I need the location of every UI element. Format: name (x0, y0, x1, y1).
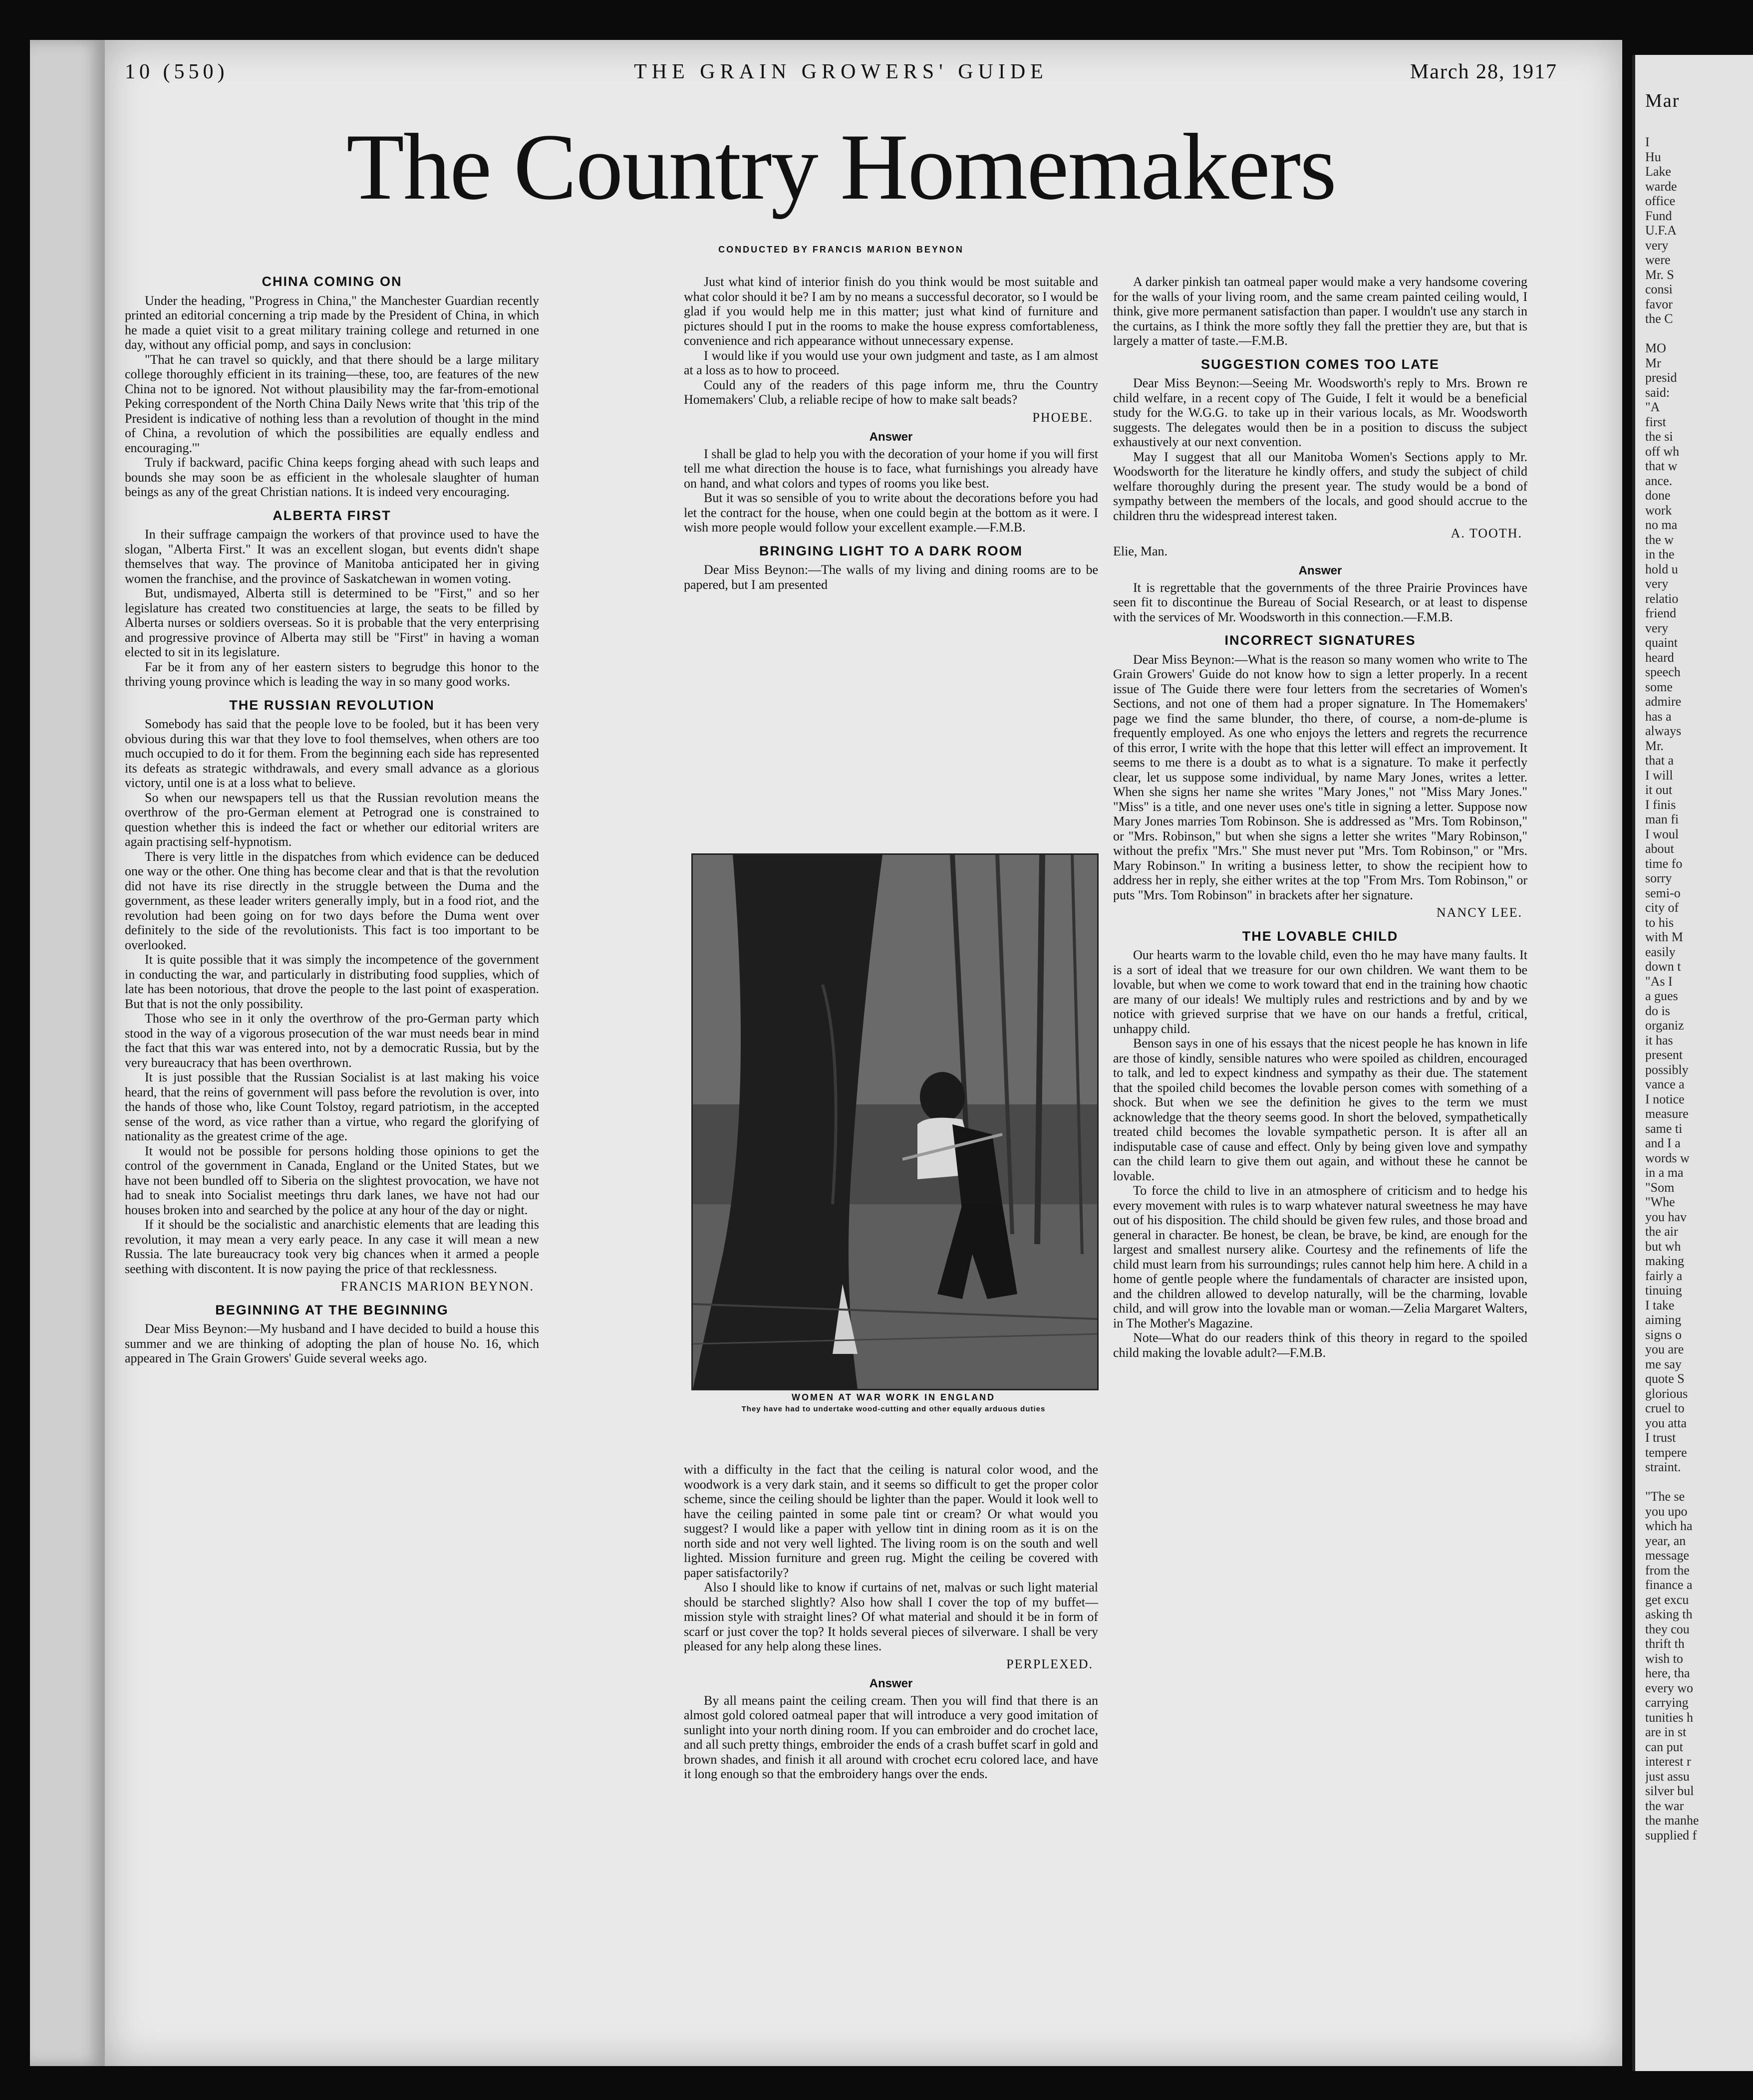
adjacent-page-line: year, an (1645, 1533, 1686, 1548)
adjacent-page-line: heard (1645, 650, 1674, 665)
adjacent-page-line: cruel to (1645, 1401, 1685, 1415)
adjacent-page-line: which ha (1645, 1519, 1693, 1533)
adjacent-page-line: admire (1645, 694, 1682, 709)
adjacent-page-line: supplied f (1645, 1828, 1697, 1842)
paragraph: Note—What do our readers think of this theory in regard to the spoiled child making the lovable adult?—F.M.B. (1113, 1330, 1527, 1360)
adjacent-page-line: relatio (1645, 591, 1679, 606)
adjacent-page-line: glorious (1645, 1386, 1688, 1401)
adjacent-page-line: friend (1645, 606, 1677, 620)
adjacent-page (1632, 55, 1753, 2071)
paragraph: Dear Miss Beynon:—Seeing Mr. Woodsworth's reply to Mrs. Brown re child welfare, in a recent copy of The Guide, I felt it would be a beneficial study for the W.G.G. to take up in their various locals, as Mr. Woodsworth suggests. The delegates would then be in a position to discuss the subject exhaustively at our next convention. (1113, 376, 1527, 449)
paragraph: Those who see in it only the overthrow of the pro-German party which stood in the way of a vigorous prosecution of the war must needs bear in mind the fact that this war was entered into, not by a democratic Russia, but by the very bureaucracy that has been overthrown. (125, 1011, 539, 1070)
adjacent-page-line: very (1645, 238, 1669, 253)
adjacent-page-line: can put (1645, 1739, 1683, 1754)
paragraph: Dear Miss Beynon:—The walls of my living and dining rooms are to be papered, but I am presented (684, 562, 1098, 592)
adjacent-page-line: silver bul (1645, 1784, 1694, 1798)
publication-name: THE GRAIN GROWERS' GUIDE (634, 60, 1048, 83)
adjacent-page-line: I (1645, 135, 1650, 149)
article-title-beginning: BEGINNING AT THE BEGINNING (215, 1302, 449, 1317)
paragraph: Just what kind of interior finish do you think would be most suitable and what color should it be? I am by no means a successful decorator, so I would be glad if you would help me in this matter; just what kind of furniture and pictures should I put in the rooms to make the house express comfortableness, convenience and rich appearance without unnecessary expense. (684, 274, 1099, 348)
page-header (125, 60, 1557, 100)
adjacent-page-line: I finis (1645, 797, 1676, 812)
adjacent-page-line: the war (1645, 1798, 1684, 1813)
paragraph: Dear Miss Beynon:—My husband and I have decided to build a house this summer and we are thinking of adopting the plan of house No. 16, which appeared in The Grain Growers' Guide several weeks ago. (125, 1321, 539, 1365)
adjacent-page-line: quote S (1645, 1371, 1685, 1386)
paragraph: Also I should like to know if curtains of net, malvas or such light material should be starched slightly? Also how shall I cover the top of my buffet—mission style with straight lines? Of what material and should it be in form of scarf or just cover the top? It holds several pieces of silverware. I shall be very pleased for any help along these lines. (684, 1580, 1098, 1653)
adjacent-page-line: measure (1645, 1106, 1689, 1121)
paragraph: By all means paint the ceiling cream. Then you will find that there is an almost gold colored oatmeal paper that will introduce a very good imitation of sunlight into your north dining room. If you can embroider and do crochet lace, and all such pretty things, embroider the ends of a crash buffet scarf in gold and brown shades, and finish it all around with crochet ecru colored lace, and have it long enough so that the embroidery hangs over the ends. (684, 1693, 1098, 1781)
paragraph: In their suffrage campaign the workers of that province used to have the slogan, "Alberta First." It was an excellent slogan, but events didn't shape themselves that way. The province of Manitoba anticipated her in giving women the franchise, and the province of Saskatchewan in women voting. (125, 527, 539, 586)
adjacent-page-line: that w (1645, 459, 1678, 473)
adjacent-page-line: ance. (1645, 473, 1673, 488)
page-title: The Country Homemakers (346, 115, 1336, 220)
adjacent-page-line: aiming (1645, 1312, 1682, 1327)
adjacent-page-line: finance a (1645, 1577, 1693, 1592)
adjacent-page-line: I trust (1645, 1430, 1676, 1445)
adjacent-page-line: quaint (1645, 635, 1678, 650)
adjacent-page-line: in the (1645, 547, 1675, 561)
adjacent-page-line: Fund (1645, 208, 1672, 223)
adjacent-page-line: were (1645, 253, 1671, 267)
adjacent-page-line: get excu (1645, 1592, 1689, 1607)
adjacent-page-line: Hu (1645, 149, 1661, 164)
adjacent-page-line: that a (1645, 753, 1674, 768)
adjacent-page-line: favor (1645, 296, 1673, 311)
adjacent-page-line: words w (1645, 1150, 1690, 1165)
adjacent-page-line: I notice (1645, 1091, 1685, 1106)
issue-date: March 28, 1917 (1410, 60, 1557, 83)
adjacent-page-line: Lake (1645, 164, 1671, 179)
adjacent-page-line: MO (1645, 341, 1666, 355)
caption-subtitle: They have had to undertake wood-cutting and other equally arduous duties (741, 1405, 1046, 1413)
adjacent-page-line: "The se (1645, 1489, 1685, 1504)
adjacent-page-line: "Som (1645, 1180, 1675, 1195)
adjacent-page-line: hold u (1645, 561, 1678, 576)
article-title-lovable: THE LOVABLE CHILD (1242, 928, 1399, 944)
adjacent-page-line: they cou (1645, 1621, 1690, 1636)
article-title-suggestion: SUGGESTION COMES TOO LATE (1200, 356, 1440, 372)
page-number: 10 (550) (125, 60, 229, 83)
adjacent-page-line: I woul (1645, 826, 1679, 841)
paragraph: It is quite possible that it was simply the incompetence of the government in conducting the war, and particularly in distributing food supplies, which of late has been notorious, that drove the people to the last point of exasperation. But that is not the only possibility. (125, 952, 539, 1011)
adjacent-page-line: interest r (1645, 1754, 1691, 1769)
adjacent-page-line: work (1645, 503, 1672, 518)
adjacent-page-line: organiz (1645, 1018, 1684, 1033)
adjacent-page-line: tinuing (1645, 1283, 1682, 1298)
place-line: Elie, Man. (1113, 543, 1168, 558)
paragraph: Dear Miss Beynon:—What is the reason so many women who write to The Grain Growers' Guide do not know how to sign a letter properly. In a recent issue of The Guide there were four letters from the secretaries of Women's Sections, and not one of them had a proper signature. In The Homemakers' page we find the same blunder, tho there, of course, a nom-de-plume is frequently employed. As one who enjoys the letters and regrets the recurrence of this error, I write with the hope that this letter will effect an improvement. It seems to me there is a doubt as to what is a signature. To make it perfectly clear, let us suppose some individual, by name Mary Jones, writes a letter. When she signs her name she writes "Mary Jones," not "Miss Mary Jones." "Miss" is a title, and one never uses one's title in signing a letter. Suppose now Mary Jones marries Tom Robinson. She is addressed as "Mrs. Tom Robinson," or "Mrs. Robinson," but when she signs a letter she writes "Mary Robinson," without the prefix "Mrs." She must never put "Mrs. Tom Robinson," or "Mrs. Mary Robinson." In writing a business letter, to show the recipient how to address her in reply, she either writes at the top "From Mrs. Tom Robinson," or puts "Mrs. Tom Robinson" in brackets after her signature. (1113, 652, 1527, 902)
adjacent-page-line: here, tha (1645, 1666, 1690, 1680)
adjacent-page-line: fairly a (1645, 1268, 1683, 1283)
signature: FRANCIS MARION BEYNON. (340, 1279, 534, 1294)
adjacent-page-line (1645, 326, 1753, 341)
adjacent-page-line: office (1645, 194, 1676, 208)
adjacent-page-line: a gues (1645, 989, 1678, 1003)
adjacent-page-line: time fo (1645, 856, 1683, 871)
paragraph: May I suggest that all our Manitoba Women's Sections apply to Mr. Woodsworth for the literature he kindly offers, and study the subject of child welfare thoroughly during the present year. The study would be a bond of sympathy between the members of the locals, and good should accrue to the children thru the widespread interest taken. (1113, 449, 1527, 523)
column-3 (1113, 274, 1527, 2036)
paragraph: I would like if you would use your own judgment and taste, as I am almost at a loss as to how to proceed. (684, 348, 1098, 377)
adjacent-page-line: to his (1645, 915, 1674, 930)
adjacent-page-line: are in st (1645, 1725, 1687, 1739)
adjacent-page-line: "As I (1645, 974, 1673, 989)
adjacent-page-line: message (1645, 1548, 1690, 1563)
adjacent-page-line: about (1645, 841, 1674, 856)
paragraph: I shall be glad to help you with the decoration of your home if you will first tell me what direction the house is to face, what furnishings you already have on hand, and what colors and types of rooms you like best. (684, 446, 1098, 491)
signature: PERPLEXED. (1006, 1656, 1093, 1671)
adjacent-page-line: you are (1645, 1342, 1684, 1356)
adjacent-page-line: vance a (1645, 1077, 1685, 1091)
paragraph: Truly if backward, pacific China keeps forging ahead with such leaps and bounds she may soon be as efficient in the wholesale slaughter of human beings as any of the great Christian nations. It is indeed very encouraging. (125, 455, 539, 499)
adjacent-page-header: Mar (1645, 90, 1680, 111)
adjacent-page-line: semi-o (1645, 885, 1681, 900)
adjacent-page-line: from the (1645, 1563, 1690, 1577)
article-title-russian: THE RUSSIAN REVOLUTION (229, 697, 435, 713)
adjacent-page-line: do is (1645, 1003, 1670, 1018)
paragraph: But it was so sensible of you to write about the decorations before you had let the contract for the house, when one could begin at the bottom as it were. I wish more people would follow your excellent example.—F.M.B. (684, 491, 1098, 534)
paragraph: If it should be the socialistic and anarchistic elements that are leading this revolution, it may mean a very early peace. In any case it will mean a new Russia. The late bureaucracy took very big chances when it armed a people seething with discontent. It is now paying the price of that recklessness. (125, 1217, 539, 1276)
adjacent-page-line: it out (1645, 783, 1673, 797)
adjacent-page-line: some (1645, 679, 1673, 694)
adjacent-page-line: you hav (1645, 1209, 1687, 1224)
adjacent-page-line: speech (1645, 665, 1681, 679)
paragraph: Somebody has said that the people love to be fooled, but it has been very obvious during this war that they love to fool themselves, when others are too much occupied to do it for them. From the beginning each side has represented its defeats as strategic withdrawals, and every small advance as a glorious victory, until one is at a loss what to believe. (125, 717, 539, 790)
adjacent-page-line: just assu (1645, 1769, 1690, 1784)
paragraph: But, undismayed, Alberta still is determined to be "First," and so her legislature has created two constituencies at large, the seats to be filled by Alberta nurses or soldiers overseas. So it is probable that the very enterprising and progressive province of Alberta may still be "First" in having a woman elected to sit in its legislature. (125, 586, 539, 659)
paragraph: "That he can travel so quickly, and that there should be a large military college thoroughly efficient in its training—these, too, are features of the new China not to be ignored. Not without plausibility may the far-from-emotional Peking correspondent of the North China Daily News write that 'this trip of the President is indicative of nothing less than a revolution of thought in the mind of China, a revolution of which the possibilities are equally endless and encouraging.'" (125, 352, 539, 455)
adjacent-page-text (1635, 55, 1753, 1842)
paragraph: It is regrettable that the governments of the three Prairie Provinces have seen fit to discontinue the Bureau of Social Research, or at least to dispense with the services of Mr. Woodsworth in this connection.—F.M.B. (1113, 580, 1527, 624)
adjacent-page-line: warde (1645, 179, 1677, 194)
adjacent-page-line: sorry (1645, 871, 1672, 885)
war-work-photo (691, 853, 1099, 1390)
article-title-signatures: INCORRECT SIGNATURES (1224, 633, 1416, 648)
adjacent-page-line: asking th (1645, 1607, 1693, 1621)
adjacent-page-line: U.F.A (1645, 223, 1677, 238)
signature: A. TOOTH. (1451, 526, 1522, 540)
answer-label: Answer (869, 1677, 913, 1690)
adjacent-page-line: but wh (1645, 1239, 1681, 1254)
adjacent-page-line: very (1645, 576, 1669, 591)
adjacent-page-line: Mr. S (1645, 267, 1674, 282)
adjacent-page-line: making (1645, 1254, 1684, 1268)
answer-label: Answer (1298, 564, 1342, 577)
book-binding (30, 40, 108, 2066)
adjacent-page-line: easily (1645, 944, 1676, 959)
adjacent-page-line: and I a (1645, 1136, 1681, 1150)
adjacent-page-line: I will (1645, 768, 1673, 783)
adjacent-page-line: Mr. (1645, 738, 1664, 753)
adjacent-page-line: "A (1645, 400, 1660, 414)
paragraph: To force the child to live in an atmosphere of criticism and to hedge his every movement with rules is to warp whatever natural sweetness he may have out of his disposition. The child should be given few rules, and those broad and general in character. Be honest, be clean, be brave, be kind, are enough for the largest and smallest nursery alike. Courtesy and the refinements of life the child must learn from his surroundings; rules cannot help him here. A child in a home of gentle people where the fundamentals of character are insisted upon, and the children allowed to develop naturally, will be the charming, lovable child, and will grow into the lovable man or woman.—Zelia Margaret Walters, in The Mother's Magazine. (1113, 1183, 1527, 1330)
article-title-light: BRINGING LIGHT TO A DARK ROOM (759, 543, 1023, 558)
adjacent-page-line: signs o (1645, 1327, 1682, 1342)
paragraph: Under the heading, "Progress in China," the Manchester Guardian recently printed an editorial concerning a trip made by the President of China, in which he made a quiet visit to a great military training college and returned in one day, without any official pomp, and says in conclusion: (125, 293, 539, 352)
adjacent-page-line: city of (1645, 900, 1679, 915)
adjacent-page-line: done (1645, 488, 1671, 503)
adjacent-page-line: present (1645, 1048, 1683, 1062)
adjacent-page-line: thrift th (1645, 1636, 1685, 1651)
caption-title: WOMEN AT WAR WORK IN ENGLAND (792, 1392, 995, 1402)
adjacent-page-line: same ti (1645, 1121, 1683, 1136)
adjacent-page-line: first (1645, 414, 1666, 429)
adjacent-page-line (1645, 1475, 1753, 1490)
paragraph: A darker pinkish tan oatmeal paper would make a very handsome covering for the walls of your living room, and the same cream painted ceiling would, I think, give more permanent satisfaction than paper. I wouldn't use any starch in the curtains, as I think the more softly they fall the prettier they are, but that is largely a matter of taste.—F.M.B. (1113, 274, 1527, 348)
adjacent-page-line: in a ma (1645, 1165, 1684, 1180)
adjacent-page-line: me say (1645, 1356, 1682, 1371)
adjacent-page-line: wish to (1645, 1651, 1683, 1666)
adjacent-page-line: carrying (1645, 1695, 1689, 1710)
adjacent-page-line: down t (1645, 959, 1681, 974)
adjacent-page-line: tunities h (1645, 1710, 1694, 1725)
paragraph: Our hearts warm to the lovable child, even tho he may have many faults. It is a sort of ideal that we treasure for our own children. We want them to be lovable, but when we come to work toward that end in the training how chaotic are many of our ideals! We multiply rules and restrictions and by and by we notice with grieved surprise that we have on our hands a fretful, critical, unhappy child. (1113, 948, 1527, 1036)
photo-caption (691, 1392, 1096, 1413)
article-title-alberta: ALBERTA FIRST (273, 508, 391, 523)
column-2-lower (684, 1462, 1098, 2036)
paragraph: So when our newspapers tell us that the Russian revolution means the overthrow of the pro-German element at Petrograd one is constrained to question whether this is indeed the fact or whether our editorial writers are again practising self-hypnotism. (125, 790, 539, 849)
adjacent-page-line: tempere (1645, 1445, 1687, 1460)
column-2 (684, 274, 1098, 838)
adjacent-page-line: Mr (1645, 355, 1661, 370)
adjacent-page-line: always (1645, 724, 1682, 738)
paragraph: Could any of the readers of this page inform me, thru the Country Homemakers' Club, a reliable recipe of how to make salt beads? (684, 377, 1098, 407)
adjacent-page-line: off wh (1645, 444, 1680, 459)
article-title-china: CHINA COMING ON (262, 274, 402, 289)
adjacent-page-line: presid (1645, 370, 1677, 385)
adjacent-page-line: consi (1645, 282, 1673, 296)
adjacent-page-line: the w (1645, 532, 1674, 547)
paragraph: Benson says in one of his essays that the nicest people he has known in life are those of kindly, sensible natures who were spoiled as children, encouraged to talk, and led to expect kindness and sympathy as their due. The statement that the spoiled child becomes the lovable person comes with something of a shock. But when we see the definition he gives to the term we must acknowledge that the theory seems good. In short the beloved, sympathetically treated child becomes the lovable sympathetic person. It is after all an indisputable case of cause and effect. Only by being given love and sympathy can the child learn to give them out again, and without these he cannot be lovable. (1113, 1036, 1527, 1183)
paragraph: Far be it from any of her eastern sisters to begrudge this honor to the thriving young province which is leading the way in so many good works. (125, 659, 539, 689)
adjacent-page-line: the manhe (1645, 1813, 1699, 1828)
answer-label: Answer (869, 430, 913, 444)
signature: NANCY LEE. (1436, 905, 1522, 920)
adjacent-page-line: the air (1645, 1224, 1678, 1239)
paragraph: It is just possible that the Russian Socialist is at last making his voice heard, that the reins of government will pass before the revolution is over, into the hands of those who, like Count Tolstoy, regard patriotism, in the accepted sense of the word, as vice rather than a virtue, who regard the glorifying of nationality as the greatest crime of the age. (125, 1070, 539, 1143)
adjacent-page-line: you upo (1645, 1504, 1688, 1519)
adjacent-page-line: "Whe (1645, 1195, 1675, 1209)
adjacent-page-line: you atta (1645, 1415, 1687, 1430)
adjacent-page-line: has a (1645, 709, 1672, 724)
paragraph: There is very little in the dispatches from which evidence can be deduced one way or the other. One thing has become clear and that is that the revolution did not have its rise directly in the struggle between the Duma and the government, as these leader writers generally imply, but in a food riot, and the revolution had been going on for two days before the Duma went over definitely to the side of the revolutionists. This fact is too important to be overlooked. (125, 849, 539, 952)
byline: CONDUCTED BY FRANCIS MARION BEYNON (718, 245, 964, 255)
column-1 (125, 274, 539, 2031)
adjacent-page-line: the C (1645, 311, 1673, 326)
adjacent-page-line: straint. (1645, 1460, 1681, 1474)
paragraph: It would not be possible for persons holding those opinions to get the control of the government in Canada, England or the United States, but we have not been bundled off to Siberia on the slightest provocation, we have not had to sneak into Socialist meetings thru dark lanes, we have not had our houses broken into and searched by the police at any hour of the day or night. (125, 1143, 539, 1217)
adjacent-page-line: it has (1645, 1033, 1673, 1048)
adjacent-page-line: I take (1645, 1298, 1675, 1312)
adjacent-page-line: very (1645, 620, 1669, 635)
adjacent-page-line: every wo (1645, 1680, 1694, 1695)
adjacent-page-line: no ma (1645, 518, 1678, 532)
paragraph: with a difficulty in the fact that the ceiling is natural color wood, and the woodwork is a very dark stain, and it seems so difficult to get the proper color scheme, since the ceiling should be lighter than the paper. Would it look well to have the ceiling painted in some pale tint or cream? Or what would you suggest? I would like a paper with yellow tint in dining room as it is on the north side and not very well lighted. The living room is on the south and well lighted. Mission furniture and green rug. Might the ceiling be covered with paper satisfactorily? (684, 1462, 1098, 1580)
adjacent-page-line: possibly (1645, 1062, 1689, 1077)
adjacent-page-line: said: (1645, 385, 1670, 400)
adjacent-page-line: with M (1645, 930, 1683, 944)
signature: PHOEBE. (1032, 410, 1093, 425)
woodcutting-illustration (693, 855, 1097, 1389)
adjacent-page-line: man fi (1645, 812, 1679, 826)
adjacent-page-line: the si (1645, 429, 1673, 444)
